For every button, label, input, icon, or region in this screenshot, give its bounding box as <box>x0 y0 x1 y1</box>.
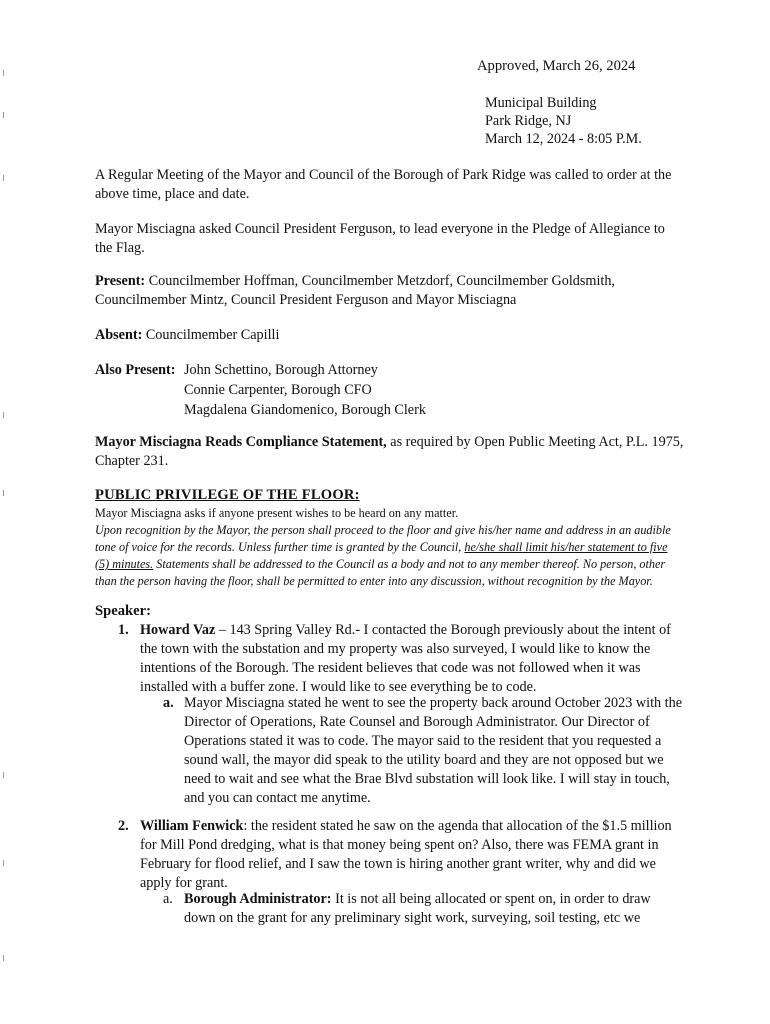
also-present-label: Also Present: <box>95 362 176 378</box>
speaker-label: Speaker: <box>95 603 151 619</box>
scan-mark <box>3 860 4 866</box>
speaker-statement: – 143 Spring Valley Rd.- I contacted the Borough previously about the intent of the town with the substation and my property was also surveyed, I would like to know the intentions of the Borough. The resident believes that code was not followed when it was installed with a buffer zone. I would like to see everything be to code. <box>140 622 671 695</box>
response-letter: a. <box>163 695 174 711</box>
approval-stamp: Approved, March 26, 2024 <box>477 58 636 74</box>
also-present-name: Magdalena Giandomenico, Borough Clerk <box>184 402 426 418</box>
privilege-rules <box>95 522 680 590</box>
scan-mark <box>3 70 4 76</box>
compliance-text: as required by Open Public Meeting Act, P.L. 1975, Chapter 231. <box>95 434 684 469</box>
response-entry <box>184 694 684 808</box>
scan-mark <box>3 772 4 778</box>
response-text: Mayor Misciagna stated he went to see the property back around October 2023 with the Director of Operations, Rate Counsel and Borough Administrator. Our Director of Operations stated it was to code. The mayor said to the resident that you requested a sound wall, the mayor did speak to the utility board and they are not opposed but we need to wait and see what the Brae Blvd substation will look like. I will stay in touch, and you can contact me anytime. <box>184 695 682 806</box>
absent-paragraph <box>95 326 685 345</box>
speaker-entry <box>140 621 685 697</box>
absent-text: Councilmember Capilli <box>145 327 280 343</box>
speaker-number: 1. <box>118 622 129 638</box>
meeting-location: Municipal Building <box>485 95 597 111</box>
present-text: Councilmember Hoffman, Councilmember Metzdorf, Councilmember Goldsmith, Councilmember Mintz, Council President Ferguson and Mayor Misciagna <box>95 273 615 308</box>
speaker-statement: : the resident stated he saw on the agenda that allocation of the $1.5 million for Mill Pond dredging, what is that money being spent on? Also, there was FEMA grant in February for flood relief, and I saw the town is hiring another grant writer, why and did we apply for grant. <box>140 818 672 891</box>
scan-mark <box>3 175 4 181</box>
rules-text: Upon recognition by the Mayor, the person shall proceed to the floor and give his/her name and address in an audible tone of voice for the records. Unless further time is granted by the Council, <box>95 523 671 554</box>
scan-mark <box>3 955 4 961</box>
also-present-name: John Schettino, Borough Attorney <box>184 362 378 378</box>
response-speaker: Borough Administrator: <box>184 891 332 907</box>
meeting-city: Park Ridge, NJ <box>485 113 572 129</box>
present-paragraph <box>95 272 685 310</box>
meeting-header <box>485 94 642 148</box>
compliance-paragraph <box>95 433 685 471</box>
speaker-entry <box>140 817 685 893</box>
present-label: Present: <box>95 273 146 289</box>
privilege-intro: Mayor Misciagna asks if anyone present wishes to be heard on any matter. <box>95 506 459 520</box>
compliance-label: Mayor Misciagna Reads Compliance Statement, <box>95 434 387 450</box>
speaker-name: Howard Vaz <box>140 622 216 638</box>
absent-label: Absent: <box>95 327 143 343</box>
scan-mark <box>3 112 4 118</box>
response-text: It is not all being allocated or spent on, in order to draw down on the grant for any preliminary sight work, surveying, soil testing, etc we <box>184 891 651 926</box>
speaker-number: 2. <box>118 818 129 834</box>
public-privilege-text <box>95 505 680 590</box>
meeting-datetime: March 12, 2024 - 8:05 P.M. <box>485 131 642 147</box>
response-entry <box>184 890 684 928</box>
speaker-name: William Fenwick <box>140 818 244 834</box>
section-title: PUBLIC PRIVILEGE OF THE FLOOR: <box>95 487 360 503</box>
scan-mark <box>3 490 4 496</box>
pledge-paragraph: Mayor Misciagna asked Council President Ferguson, to lead everyone in the Pledge of Allegiance to the Flag. <box>95 221 665 256</box>
scan-mark <box>3 412 4 418</box>
response-letter: a. <box>163 891 173 907</box>
rules-time-limit: he/she shall limit his/her statement to five (5) minutes. <box>95 540 668 571</box>
rules-text: Statements shall be addressed to the Council as a body and not to any member thereof. No person, other than the person having the floor, shall be permitted to enter into any discussion, without recognition by the Mayor. <box>95 557 666 588</box>
also-present-name: Connie Carpenter, Borough CFO <box>184 382 372 398</box>
intro-paragraph: A Regular Meeting of the Mayor and Council of the Borough of Park Ridge was called to order at the above time, place and date. <box>95 167 672 202</box>
also-present-block <box>95 361 426 421</box>
